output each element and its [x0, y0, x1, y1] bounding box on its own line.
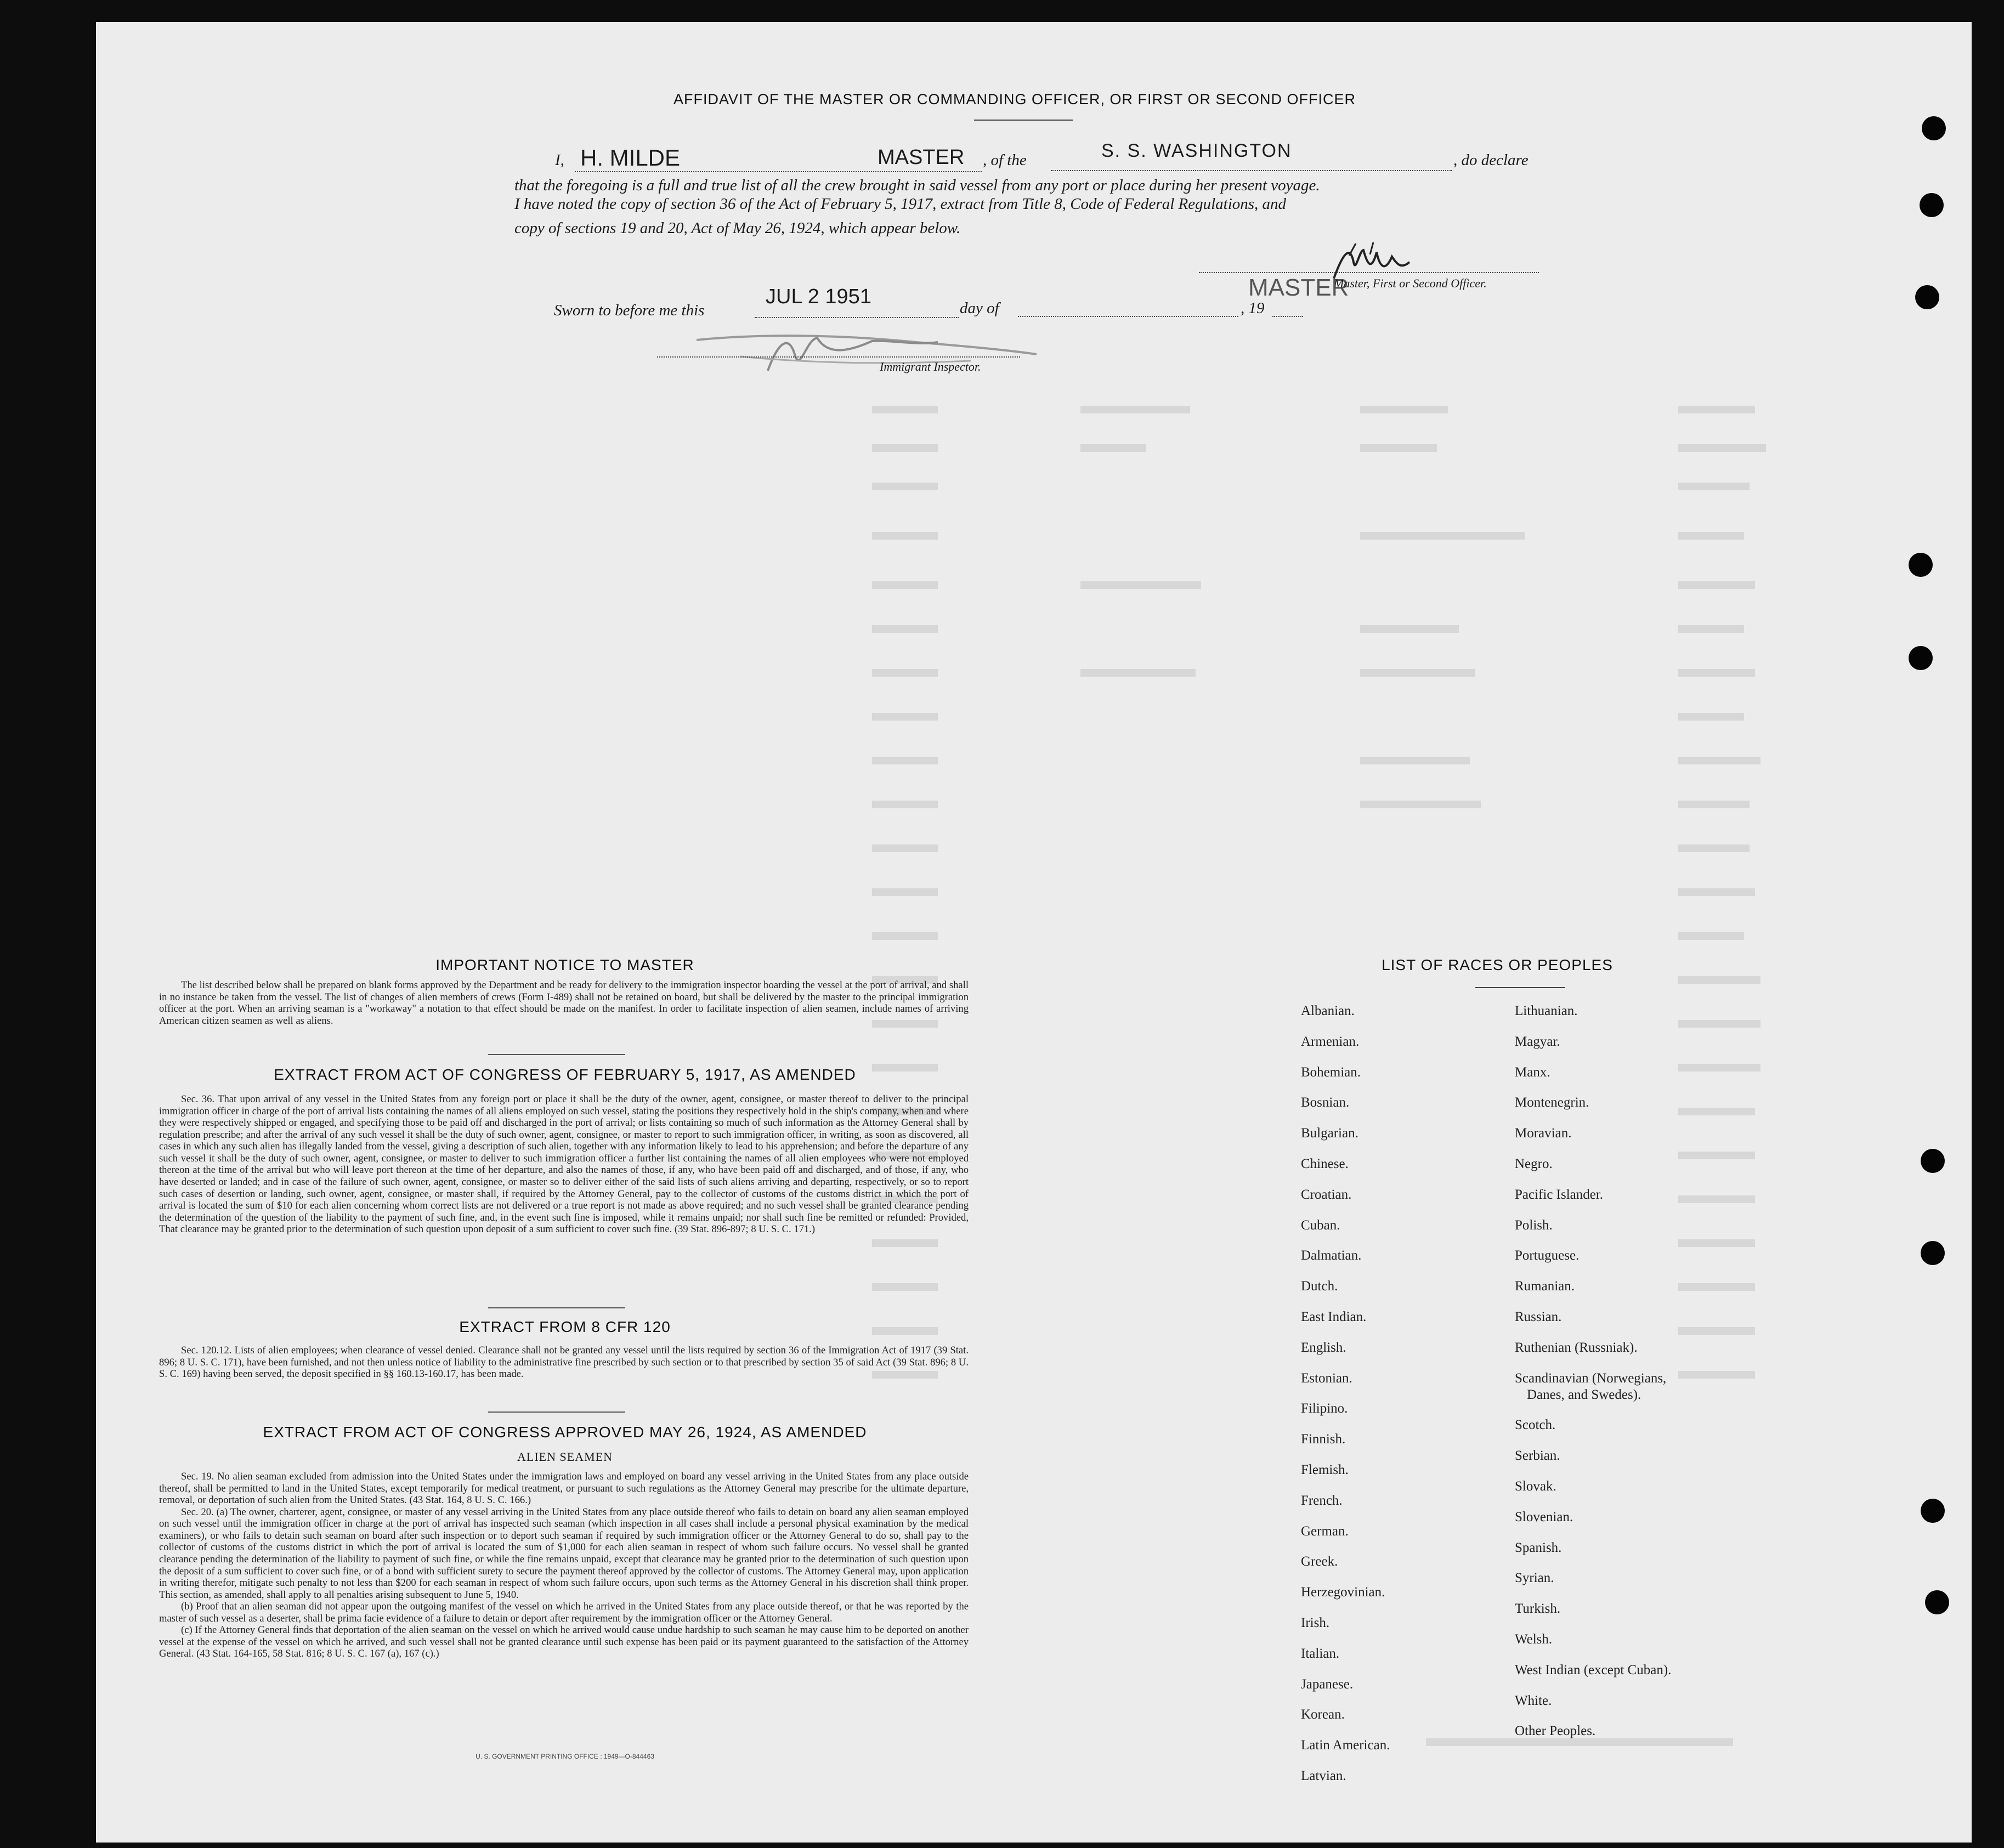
- race-item: Albanian.: [1301, 1004, 1355, 1018]
- race-item: Greek.: [1301, 1554, 1338, 1569]
- notice-title: IMPORTANT NOTICE TO MASTER: [435, 956, 694, 973]
- race-item: White.: [1515, 1693, 1552, 1708]
- race-item: Welsh.: [1515, 1632, 1553, 1647]
- day-of-label: day of: [960, 299, 999, 317]
- race-item: Armenian.: [1301, 1034, 1360, 1049]
- section-rule: [488, 1411, 625, 1413]
- race-item: Chinese.: [1301, 1157, 1349, 1171]
- race-item: Polish.: [1515, 1217, 1553, 1233]
- race-item: Lithuanian.: [1515, 1004, 1578, 1018]
- race-item: Filipino.: [1301, 1401, 1348, 1416]
- sworn-date: JUL 2 1951: [766, 285, 871, 308]
- race-item: Herzegovinian.: [1301, 1585, 1385, 1600]
- race-item: Portuguese.: [1515, 1248, 1580, 1263]
- sec-19-paragraph: [159, 1471, 969, 1506]
- race-item: Japanese.: [1301, 1676, 1354, 1692]
- sec-19-text: No alien seaman excluded from admission into the United States under the immigration laws and employed on board any vessel arriving in the United States from any place outside thereof, shall be permitted to land in the United States, except temporarily for medical treatment, or pursuant to such regulations as the Attorney General may prescribe for the ultimate departure, removal, or deportation of such alien from the United States. (43 Stat. 164, 8 U. S. C. 166.): [159, 1471, 969, 1506]
- binder-hole-icon: [1921, 1241, 1945, 1265]
- extract-cfr-title: EXTRACT FROM 8 CFR 120: [459, 1318, 671, 1335]
- binder-hole-icon: [1921, 1149, 1945, 1173]
- race-item: Slovak.: [1515, 1479, 1556, 1494]
- race-item: Slovenian.: [1515, 1509, 1573, 1524]
- binder-hole-icon: [1909, 646, 1933, 670]
- binder-hole-icon: [1909, 553, 1933, 577]
- race-item: East Indian.: [1301, 1310, 1367, 1324]
- race-item: German.: [1301, 1523, 1349, 1539]
- extract-1917-title: EXTRACT FROM ACT OF CONGRESS OF FEBRUARY 5, 1917, AS AMENDED: [274, 1066, 856, 1083]
- extract-1917-body: [159, 1093, 969, 1235]
- sec-20-label: Sec. 20. (a): [181, 1506, 228, 1518]
- name-line: [575, 171, 982, 172]
- extract-1924-body: [159, 1471, 969, 1660]
- races-title: LIST OF RACES OR PEOPLES: [1382, 956, 1613, 973]
- race-item: Croatian.: [1301, 1187, 1352, 1202]
- master-signature-stamp: MASTER: [1248, 274, 1349, 301]
- master-name: H. MILDE: [580, 145, 681, 171]
- section-rule: [488, 1054, 625, 1055]
- race-item: Serbian.: [1515, 1448, 1560, 1464]
- race-item: English.: [1301, 1340, 1346, 1355]
- of-the-label: , of the: [983, 151, 1027, 169]
- race-item: Danes, and Swedes).: [1527, 1387, 1641, 1402]
- sec-20b-paragraph: (b) Proof that an alien seaman did not appear upon the outgoing manifest of the vessel on which he arrived in the United States from any place outside thereof, or that he was reported by the master of such vessel as a deserter, shall be prima facie evidence of a failure to detain or deport after requirement by the immigration officer or the Attorney General.: [159, 1601, 969, 1624]
- affidavit-line-4: copy of sections 19 and 20, Act of May 26, 1924, which appear below.: [514, 219, 961, 237]
- race-item: Moravian.: [1515, 1126, 1572, 1141]
- affidavit-i-prefix: I,: [555, 151, 564, 169]
- month-line: [1018, 316, 1238, 317]
- extract-cfr-text: Lists of alien employees; when clearance of vessel denied. Clearance shall not be granted any vessel until the lists required by section 36 of the Immigration Act of 1917 (39 Stat. 896; 8 U. S. C. 171), have been furnished, and not then unless notice of liability to the administrative fine prescribed by such section or to that prescribed by section 35 of said Act (39 Stat. 896; 8 U. S. C. 169) having been served, the deposit specified in §§ 160.13-160.17, has been made.: [159, 1345, 969, 1380]
- alien-seamen-subtitle: ALIEN SEAMEN: [517, 1450, 613, 1464]
- affidavit-title: AFFIDAVIT OF THE MASTER OR COMMANDING OFFICER, OR FIRST OR SECOND OFFICER: [673, 91, 1356, 107]
- race-item: Pacific Islander.: [1515, 1187, 1604, 1202]
- race-item: Latin American.: [1301, 1738, 1390, 1753]
- race-item: Bohemian.: [1301, 1064, 1361, 1080]
- binder-hole-icon: [1922, 116, 1946, 140]
- notice-body: The list described below shall be prepared on blank forms approved by the Department and be ready for delivery to the immigration inspector boarding the vessel at the port of arrival, and shall in no instance be taken from the vessel. The list of changes of alien members of crews (Form I-489) shall not be retained on board, but shall be delivered by the master to the principal immigration officer at the port. When an arriving seaman is a "workaway" a notation to that effect should be made on the manifest. In order to facilitate inspection of alien seamen, include names of arriving American citizen seamen as well as aliens.: [159, 979, 969, 1027]
- extract-1924-title: EXTRACT FROM ACT OF CONGRESS APPROVED MAY 26, 1924, AS AMENDED: [263, 1424, 867, 1441]
- race-item: Finnish.: [1301, 1432, 1346, 1447]
- race-item: Syrian.: [1515, 1571, 1554, 1586]
- race-item: Bulgarian.: [1301, 1126, 1358, 1141]
- binder-hole-icon: [1915, 285, 1939, 309]
- title-rule: [974, 120, 1073, 121]
- do-declare-label: , do declare: [1453, 151, 1529, 169]
- inspector-signature-scrawl: [686, 318, 1048, 384]
- sec-19-label: Sec. 19.: [181, 1471, 214, 1482]
- race-item: Cuban.: [1301, 1217, 1340, 1233]
- race-item: Flemish.: [1301, 1462, 1349, 1477]
- binder-hole-icon: [1921, 1499, 1945, 1523]
- extract-cfr-body: [159, 1345, 969, 1380]
- race-item: Korean.: [1301, 1707, 1345, 1722]
- race-item: Estonian.: [1301, 1370, 1352, 1386]
- race-item: Negro.: [1515, 1157, 1553, 1171]
- race-item: Latvian.: [1301, 1768, 1346, 1783]
- inspector-line: [657, 356, 1020, 358]
- vessel-name: S. S. WASHINGTON: [1101, 140, 1292, 161]
- affidavit-line-2: that the foregoing is a full and true list of all the crew brought in said vessel from any port or place during her present voyage.: [514, 177, 1320, 194]
- race-item: French.: [1301, 1493, 1343, 1508]
- binder-hole-icon: [1920, 193, 1944, 217]
- sec-20a-text: The owner, charterer, agent, consignee, or master of any vessel arriving in the United States from any place outside thereof who fails to detain on board any alien seaman employed on such vessel until the immigration officer in charge at the port of arrival has inspected such seaman (which inspection in all cases shall include a personal physical examination by the medical examiners), or who fails to detain such seaman on board after such inspection or to deport such seaman if required by such immigration officer or the Attorney General to do so, shall pay to the collector of customs of the customs district in which the port of arrival is located the sum of $1,000 for each alien seaman in respect of whom such failure occurs. No vessel shall be granted clearance pending the determination of the liability to payment of such fine, or while the fine remains unpaid, except that clearance may be granted prior to the determination of such question upon the deposit of a sum sufficient to cover such fine, or of a bond with sufficient surety to secure the payment thereof approved by the collector of customs. The Attorney General may, upon application in writing therefor, mitigate such penalty to not less than $200 for each seaman in respect of whom such failure occurs, upon such terms as the Attorney General in his discretion shall think proper. This section, as amended, shall apply to all penalties arising subsequent to June 5, 1940.: [159, 1506, 969, 1601]
- race-item: Montenegrin.: [1515, 1095, 1589, 1110]
- races-rule: [1475, 987, 1565, 988]
- vessel-line: [1051, 170, 1452, 171]
- printer-imprint: U. S. GOVERNMENT PRINTING OFFICE : 1949—O-844463: [475, 1753, 654, 1760]
- extract-1917-sec-label: Sec. 36.: [181, 1093, 215, 1105]
- race-item: Russian.: [1515, 1310, 1562, 1324]
- year-prefix: , 19: [1241, 299, 1265, 317]
- race-item: Turkish.: [1515, 1601, 1561, 1617]
- race-item: Italian.: [1301, 1646, 1340, 1661]
- sec-20c-paragraph: (c) If the Attorney General finds that deportation of the alien seaman on the vessel on which he arrived would cause undue hardship to such seaman he may cause him to be deported on another vessel at the expense of the vessel on which he arrived, and such vessel shall not be granted clearance until such expense has been paid or its payment guaranteed to the satisfaction of the Attorney General. (43 Stat. 164-165, 58 Stat. 816; 8 U. S. C. 167 (a), 167 (c).): [159, 1624, 969, 1660]
- race-item: Irish.: [1301, 1615, 1330, 1630]
- race-item: Scotch.: [1515, 1418, 1556, 1433]
- race-item: Dutch.: [1301, 1279, 1338, 1294]
- binder-hole-icon: [1925, 1590, 1949, 1614]
- affidavit-line-3: I have noted the copy of section 36 of the Act of February 5, 1917, extract from Title 8, Code of Federal Regulations, and: [514, 195, 1287, 213]
- race-item: Dalmatian.: [1301, 1248, 1362, 1263]
- signature-caption: Master, First or Second Officer.: [1334, 276, 1487, 290]
- extract-1917-text: That upon arrival of any vessel in the United States from any foreign port or place it shall be the duty of the owner, agent, consignee, or master thereof to deliver to the principal immigration officer in charge of the port of arrival lists containing the names of all aliens employed on such vessel, stating the positions they respectively hold in the ship's company, when and where they were respectively shipped or engaged, and specifying those to be paid off and discharged in the port of arrival; or lists containing so much of such information as the Attorney General shall by regulation prescribe; and after the arrival of any such vessel it shall be the duty of such owner, agent, consignee, or master to report to such immigration officer, in writing, as soon as discovered, all cases in which any such alien has illegally landed from the vessel, giving a description of such alien, together with any information likely to lead to his apprehension; and before the departure of any such vessel it shall be the duty of such owner, agent, consignee, or master to deliver to such immigration officer a further list containing the names of all alien employees who were not employed thereon at the time of the arrival but who will leave port thereon at the time of her departure, and also the names of those, if any, who have been paid off and discharged, and of those, if any, who have deserted or landed; and in case of the failure of such owner, agent, consignee, or master so to deliver either of the said lists of such aliens arriving and departing, respectively, or so to report such cases of desertion or landing, such owner, agent, consignee, or master shall, if required by the Attorney General, pay to the collector of customs of the customs district in which the port of arrival is located the sum of $10 for each alien concerning whom correct lists are not delivered or a true report is not made as above required; and no such vessel shall be granted clearance pending the determination of the question of the liability to the payment of such fine, and, in the event such fine is imposed, while it remains unpaid; nor shall such fine be remitted or refunded: Provided, That clearance may be granted prior to the determination of such question upon deposit of a sum sufficient to cover such fine. (39 Stat. 896-897; 8 U. S. C. 171.): [159, 1093, 969, 1235]
- race-item: Manx.: [1515, 1064, 1550, 1080]
- sworn-prefix: Sworn to before me this: [554, 302, 705, 319]
- sec-20a-paragraph: [159, 1506, 969, 1601]
- race-item: Magyar.: [1515, 1034, 1560, 1049]
- race-item: Scandinavian (Norwegians,: [1515, 1370, 1667, 1386]
- race-item: Ruthenian (Russniak).: [1515, 1340, 1638, 1355]
- race-item: Rumanian.: [1515, 1279, 1575, 1294]
- race-item: Bosnian.: [1301, 1095, 1350, 1110]
- extract-cfr-sec-label: Sec. 120.12.: [181, 1345, 232, 1356]
- race-item: Spanish.: [1515, 1540, 1562, 1555]
- race-item: Other Peoples.: [1515, 1724, 1596, 1739]
- inspector-caption: Immigrant Inspector.: [880, 360, 981, 373]
- race-item: West Indian (except Cuban).: [1515, 1662, 1672, 1677]
- section-rule: [488, 1307, 625, 1308]
- master-rank: MASTER: [878, 146, 965, 169]
- year-line: [1272, 316, 1303, 317]
